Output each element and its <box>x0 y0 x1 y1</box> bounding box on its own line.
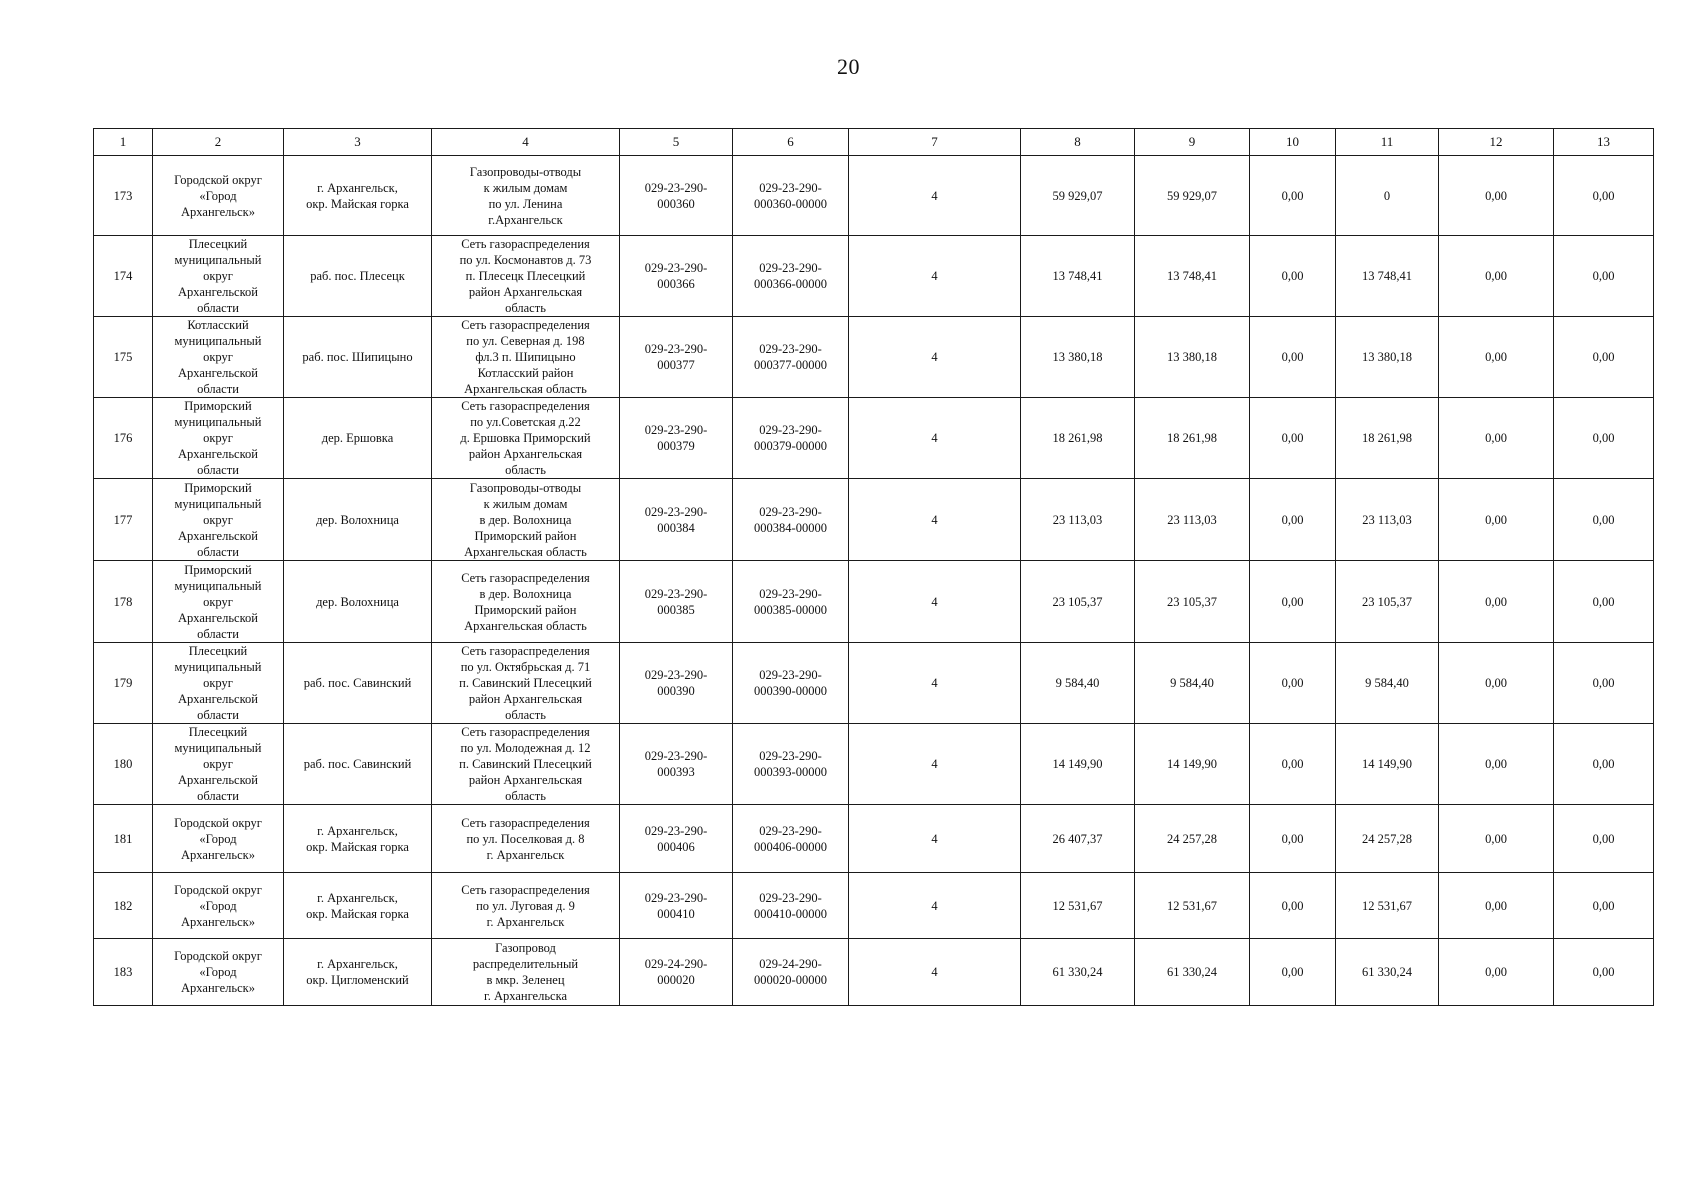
table-cell-col-5: 029-23-290- 000384 <box>620 479 733 561</box>
table-cell-col-8: 9 584,40 <box>1021 643 1135 724</box>
table-cell-col-7: 4 <box>849 805 1021 873</box>
registry-table <box>93 128 1654 1006</box>
table-cell-col-9: 23 113,03 <box>1135 479 1250 561</box>
column-header: 5 <box>620 129 733 156</box>
table-row <box>94 317 1654 398</box>
table-cell-col-3: раб. пос. Шипицыно <box>284 317 432 398</box>
table-cell-col-1: 178 <box>94 561 153 643</box>
table-cell-col-3: раб. пос. Савинский <box>284 724 432 805</box>
table-header-row <box>94 129 1654 156</box>
table-cell-col-2: Приморский муниципальный округ Архангельской области <box>153 479 284 561</box>
table-cell-col-12: 0,00 <box>1439 317 1554 398</box>
table-cell-col-6: 029-23-290- 000360-00000 <box>733 156 849 236</box>
table-cell-col-9: 24 257,28 <box>1135 805 1250 873</box>
table-cell-col-10: 0,00 <box>1250 156 1336 236</box>
column-header: 9 <box>1135 129 1250 156</box>
table-cell-col-6: 029-23-290- 000366-00000 <box>733 236 849 317</box>
table-cell-col-5: 029-23-290- 000385 <box>620 561 733 643</box>
table-cell-col-4: Сеть газораспределения по ул. Октябрьская д. 71 п. Савинский Плесецкий район Архангельская область <box>432 643 620 724</box>
table-cell-col-10: 0,00 <box>1250 317 1336 398</box>
table-cell-col-7: 4 <box>849 643 1021 724</box>
table-cell-col-4: Сеть газораспределения по ул. Поселковая д. 8 г. Архангельск <box>432 805 620 873</box>
table-cell-col-11: 61 330,24 <box>1336 939 1439 1006</box>
table-cell-col-5: 029-23-290- 000366 <box>620 236 733 317</box>
table-cell-col-10: 0,00 <box>1250 939 1336 1006</box>
table-cell-col-8: 18 261,98 <box>1021 398 1135 479</box>
table-cell-col-8: 23 105,37 <box>1021 561 1135 643</box>
table-cell-col-13: 0,00 <box>1554 939 1654 1006</box>
table-cell-col-3: дер. Волохница <box>284 479 432 561</box>
table-cell-col-5: 029-23-290- 000390 <box>620 643 733 724</box>
table-cell-col-4: Сеть газораспределения в дер. Волохница Приморский район Архангельская область <box>432 561 620 643</box>
table-cell-col-7: 4 <box>849 724 1021 805</box>
table-cell-col-4: Сеть газораспределения по ул. Северная д. 198 фл.3 п. Шипицыно Котласский район Архангельская область <box>432 317 620 398</box>
table-cell-col-6: 029-23-290- 000393-00000 <box>733 724 849 805</box>
table-cell-col-1: 176 <box>94 398 153 479</box>
table-cell-col-6: 029-23-290- 000384-00000 <box>733 479 849 561</box>
table-cell-col-7: 4 <box>849 156 1021 236</box>
table-cell-col-5: 029-24-290- 000020 <box>620 939 733 1006</box>
table-cell-col-12: 0,00 <box>1439 236 1554 317</box>
table-cell-col-5: 029-23-290- 000393 <box>620 724 733 805</box>
table-cell-col-1: 177 <box>94 479 153 561</box>
table-cell-col-5: 029-23-290- 000360 <box>620 156 733 236</box>
table-cell-col-2: Плесецкий муниципальный округ Архангельской области <box>153 724 284 805</box>
table-cell-col-11: 13 748,41 <box>1336 236 1439 317</box>
table-cell-col-8: 26 407,37 <box>1021 805 1135 873</box>
column-header: 8 <box>1021 129 1135 156</box>
table-cell-col-3: г. Архангельск, окр. Майская горка <box>284 873 432 939</box>
table-cell-col-4: Газопроводы-отводы к жилым домам по ул. Ленина г.Архангельск <box>432 156 620 236</box>
table-row <box>94 398 1654 479</box>
table-cell-col-2: Котласский муниципальный округ Архангельской области <box>153 317 284 398</box>
table-cell-col-9: 9 584,40 <box>1135 643 1250 724</box>
table-cell-col-11: 0 <box>1336 156 1439 236</box>
table-cell-col-8: 59 929,07 <box>1021 156 1135 236</box>
table-cell-col-11: 14 149,90 <box>1336 724 1439 805</box>
table-cell-col-6: 029-23-290- 000390-00000 <box>733 643 849 724</box>
table-cell-col-11: 23 105,37 <box>1336 561 1439 643</box>
table-cell-col-11: 9 584,40 <box>1336 643 1439 724</box>
table-cell-col-12: 0,00 <box>1439 398 1554 479</box>
table-cell-col-2: Городской округ «Город Архангельск» <box>153 805 284 873</box>
column-header: 11 <box>1336 129 1439 156</box>
table-cell-col-10: 0,00 <box>1250 805 1336 873</box>
table-row <box>94 724 1654 805</box>
table-cell-col-10: 0,00 <box>1250 398 1336 479</box>
table-cell-col-2: Приморский муниципальный округ Архангельской области <box>153 561 284 643</box>
table-cell-col-8: 13 748,41 <box>1021 236 1135 317</box>
table-cell-col-2: Городской округ «Город Архангельск» <box>153 939 284 1006</box>
table-cell-col-2: Плесецкий муниципальный округ Архангельской области <box>153 643 284 724</box>
table-cell-col-2: Городской округ «Город Архангельск» <box>153 873 284 939</box>
table-cell-col-10: 0,00 <box>1250 643 1336 724</box>
table-cell-col-3: дер. Волохница <box>284 561 432 643</box>
table-cell-col-8: 14 149,90 <box>1021 724 1135 805</box>
table-cell-col-2: Плесецкий муниципальный округ Архангельской области <box>153 236 284 317</box>
column-header: 1 <box>94 129 153 156</box>
table-cell-col-5: 029-23-290- 000377 <box>620 317 733 398</box>
table-cell-col-3: г. Архангельск, окр. Майская горка <box>284 805 432 873</box>
table-cell-col-10: 0,00 <box>1250 479 1336 561</box>
table-cell-col-9: 18 261,98 <box>1135 398 1250 479</box>
table-row <box>94 805 1654 873</box>
table-cell-col-1: 180 <box>94 724 153 805</box>
table-cell-col-6: 029-23-290- 000406-00000 <box>733 805 849 873</box>
table-cell-col-13: 0,00 <box>1554 561 1654 643</box>
table-cell-col-9: 13 380,18 <box>1135 317 1250 398</box>
table-cell-col-7: 4 <box>849 561 1021 643</box>
table-cell-col-5: 029-23-290- 000410 <box>620 873 733 939</box>
table-row <box>94 236 1654 317</box>
table-cell-col-13: 0,00 <box>1554 479 1654 561</box>
column-header: 2 <box>153 129 284 156</box>
column-header: 4 <box>432 129 620 156</box>
table-row <box>94 479 1654 561</box>
table-cell-col-7: 4 <box>849 873 1021 939</box>
table-cell-col-13: 0,00 <box>1554 236 1654 317</box>
table-cell-col-13: 0,00 <box>1554 724 1654 805</box>
table-cell-col-12: 0,00 <box>1439 643 1554 724</box>
table-cell-col-5: 029-23-290- 000406 <box>620 805 733 873</box>
table-cell-col-8: 23 113,03 <box>1021 479 1135 561</box>
table-cell-col-9: 13 748,41 <box>1135 236 1250 317</box>
table-cell-col-10: 0,00 <box>1250 724 1336 805</box>
table-cell-col-12: 0,00 <box>1439 479 1554 561</box>
table-cell-col-9: 61 330,24 <box>1135 939 1250 1006</box>
table-cell-col-10: 0,00 <box>1250 873 1336 939</box>
table-cell-col-9: 14 149,90 <box>1135 724 1250 805</box>
table-cell-col-4: Газопровод распределительный в мкр. Зеленец г. Архангельска <box>432 939 620 1006</box>
table-cell-col-4: Сеть газораспределения по ул. Луговая д. 9 г. Архангельск <box>432 873 620 939</box>
table-cell-col-6: 029-24-290- 000020-00000 <box>733 939 849 1006</box>
column-header: 13 <box>1554 129 1654 156</box>
table-cell-col-11: 13 380,18 <box>1336 317 1439 398</box>
table-cell-col-2: Приморский муниципальный округ Архангельской области <box>153 398 284 479</box>
table-cell-col-6: 029-23-290- 000410-00000 <box>733 873 849 939</box>
table-row <box>94 939 1654 1006</box>
column-header: 3 <box>284 129 432 156</box>
table-cell-col-4: Сеть газораспределения по ул. Космонавтов д. 73 п. Плесецк Плесецкий район Архангельская область <box>432 236 620 317</box>
table-cell-col-12: 0,00 <box>1439 873 1554 939</box>
table-row <box>94 561 1654 643</box>
table-cell-col-12: 0,00 <box>1439 724 1554 805</box>
table-cell-col-8: 13 380,18 <box>1021 317 1135 398</box>
table-cell-col-7: 4 <box>849 939 1021 1006</box>
table-cell-col-13: 0,00 <box>1554 805 1654 873</box>
table-cell-col-3: раб. пос. Савинский <box>284 643 432 724</box>
table-cell-col-12: 0,00 <box>1439 939 1554 1006</box>
column-header: 10 <box>1250 129 1336 156</box>
table-cell-col-13: 0,00 <box>1554 643 1654 724</box>
table-cell-col-6: 029-23-290- 000385-00000 <box>733 561 849 643</box>
table-cell-col-12: 0,00 <box>1439 156 1554 236</box>
column-header: 6 <box>733 129 849 156</box>
table-cell-col-9: 59 929,07 <box>1135 156 1250 236</box>
table-cell-col-13: 0,00 <box>1554 873 1654 939</box>
table-body <box>94 156 1654 1006</box>
table-cell-col-8: 61 330,24 <box>1021 939 1135 1006</box>
table-cell-col-5: 029-23-290- 000379 <box>620 398 733 479</box>
table-cell-col-2: Городской округ «Город Архангельск» <box>153 156 284 236</box>
table-cell-col-6: 029-23-290- 000379-00000 <box>733 398 849 479</box>
table-cell-col-1: 179 <box>94 643 153 724</box>
table-cell-col-11: 18 261,98 <box>1336 398 1439 479</box>
table-cell-col-8: 12 531,67 <box>1021 873 1135 939</box>
column-header: 7 <box>849 129 1021 156</box>
table-cell-col-1: 174 <box>94 236 153 317</box>
table-row <box>94 873 1654 939</box>
table-cell-col-3: г. Архангельск, окр. Майская горка <box>284 156 432 236</box>
table-row <box>94 156 1654 236</box>
table-cell-col-7: 4 <box>849 398 1021 479</box>
column-header: 12 <box>1439 129 1554 156</box>
table-cell-col-9: 23 105,37 <box>1135 561 1250 643</box>
table-cell-col-10: 0,00 <box>1250 236 1336 317</box>
table-cell-col-1: 175 <box>94 317 153 398</box>
table-cell-col-3: раб. пос. Плесецк <box>284 236 432 317</box>
table-row <box>94 643 1654 724</box>
table-cell-col-1: 183 <box>94 939 153 1006</box>
table-cell-col-13: 0,00 <box>1554 317 1654 398</box>
table-cell-col-12: 0,00 <box>1439 805 1554 873</box>
table-cell-col-13: 0,00 <box>1554 398 1654 479</box>
table-cell-col-12: 0,00 <box>1439 561 1554 643</box>
table-cell-col-4: Газопроводы-отводы к жилым домам в дер. Волохница Приморский район Архангельская область <box>432 479 620 561</box>
table-cell-col-4: Сеть газораспределения по ул. Молодежная д. 12 п. Савинский Плесецкий район Архангельская область <box>432 724 620 805</box>
table-cell-col-9: 12 531,67 <box>1135 873 1250 939</box>
table-cell-col-1: 182 <box>94 873 153 939</box>
table-cell-col-1: 173 <box>94 156 153 236</box>
table-cell-col-10: 0,00 <box>1250 561 1336 643</box>
table-cell-col-11: 23 113,03 <box>1336 479 1439 561</box>
table-cell-col-6: 029-23-290- 000377-00000 <box>733 317 849 398</box>
page-number: 20 <box>837 54 860 79</box>
table-cell-col-13: 0,00 <box>1554 156 1654 236</box>
table-cell-col-7: 4 <box>849 479 1021 561</box>
table-cell-col-11: 12 531,67 <box>1336 873 1439 939</box>
table-cell-col-11: 24 257,28 <box>1336 805 1439 873</box>
table-cell-col-7: 4 <box>849 317 1021 398</box>
table-cell-col-3: дер. Ершовка <box>284 398 432 479</box>
table-cell-col-4: Сеть газораспределения по ул.Советская д.22 д. Ершовка Приморский район Архангельская область <box>432 398 620 479</box>
table-cell-col-3: г. Архангельск, окр. Цигломенский <box>284 939 432 1006</box>
table-cell-col-7: 4 <box>849 236 1021 317</box>
table-cell-col-1: 181 <box>94 805 153 873</box>
